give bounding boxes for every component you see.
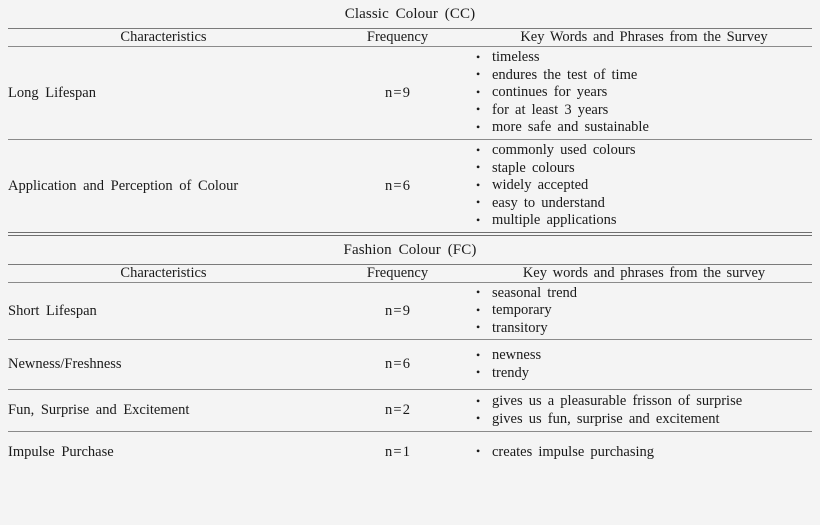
table-classic-colour (8, 29, 812, 46)
list-item: • commonly used colours (476, 142, 812, 159)
list-item: • endures the test of time (476, 67, 812, 84)
list-item: • temporary (476, 302, 812, 319)
keyword-list (476, 142, 812, 229)
keyword-list (476, 393, 812, 428)
list-item: • staple colours (476, 160, 812, 177)
list-item: • gives us a pleasurable frisson of surprise (476, 393, 812, 410)
cell-characteristic: Fun, Surprise and Excitement (8, 402, 190, 418)
table-row (8, 140, 812, 232)
column-header-keywords-cc: Key Words and Phrases from the Survey (520, 29, 768, 45)
cell-frequency: n = 9 (384, 302, 411, 319)
list-item: • multiple applications (476, 212, 812, 229)
cell-frequency: n = 1 (384, 444, 411, 460)
cell-keywords (476, 47, 812, 139)
list-item: • widely accepted (476, 177, 812, 194)
keyword-list (476, 347, 812, 382)
column-header-frequency-cc: Frequency (366, 29, 429, 45)
cell-characteristic: Long Lifespan (8, 84, 96, 101)
keyword-list (476, 49, 812, 136)
section-title-classic-colour: Classic Colour (CC) (344, 6, 476, 22)
table-row (8, 432, 812, 473)
cell-frequency: n = 2 (384, 402, 411, 418)
list-item: • timeless (476, 49, 812, 66)
column-header-keywords-fc: Key words and phrases from the survey (522, 265, 766, 281)
cell-frequency: n = 9 (384, 84, 411, 101)
list-item: • seasonal trend (476, 285, 812, 302)
list-item: • trendy (476, 365, 812, 382)
table-body-classic-colour-2 (8, 140, 812, 232)
list-item: • continues for years (476, 84, 812, 101)
table-fashion-colour (8, 265, 812, 282)
column-header-characteristics-fc: Characteristics (120, 265, 207, 281)
cell-characteristic: Impulse Purchase (8, 444, 114, 460)
section-title-fashion-colour: Fashion Colour (FC) (343, 242, 477, 258)
cell-frequency: n = 6 (384, 177, 411, 194)
cell-keywords (476, 340, 812, 389)
list-item: • gives us fun, surprise and excitement (476, 411, 812, 428)
column-header-characteristics-cc: Characteristics (120, 29, 207, 45)
cell-keywords (476, 390, 812, 431)
list-item: • easy to understand (476, 195, 812, 212)
cell-characteristic: Newness/Freshness (8, 356, 122, 372)
list-item: • newness (476, 347, 812, 364)
column-header-frequency-fc: Frequency (366, 265, 429, 281)
table-body-classic-colour (8, 47, 812, 139)
list-item: • creates impulse purchasing (476, 444, 812, 461)
list-item: • more safe and sustainable (476, 119, 812, 136)
table-row (8, 47, 812, 139)
list-item: • transitory (476, 320, 812, 337)
cell-characteristic: Short Lifespan (8, 302, 97, 319)
keyword-list (476, 444, 812, 461)
cell-keywords (476, 283, 812, 339)
keyword-list (476, 285, 812, 337)
list-item: • for at least 3 years (476, 102, 812, 119)
header-row-fc (8, 265, 812, 282)
table-row (8, 390, 812, 431)
table-body-fashion-colour-1 (8, 283, 812, 339)
table-body-fashion-colour-4 (8, 432, 812, 473)
cell-keywords (476, 432, 812, 473)
table-row (8, 340, 812, 389)
table-row (8, 283, 812, 339)
cell-keywords (476, 140, 812, 232)
table-body-fashion-colour-2 (8, 340, 812, 389)
cell-characteristic: Application and Perception of Colour (8, 177, 239, 194)
cell-frequency: n = 6 (384, 356, 411, 372)
table-body-fashion-colour-3 (8, 390, 812, 431)
header-row-cc (8, 29, 812, 46)
